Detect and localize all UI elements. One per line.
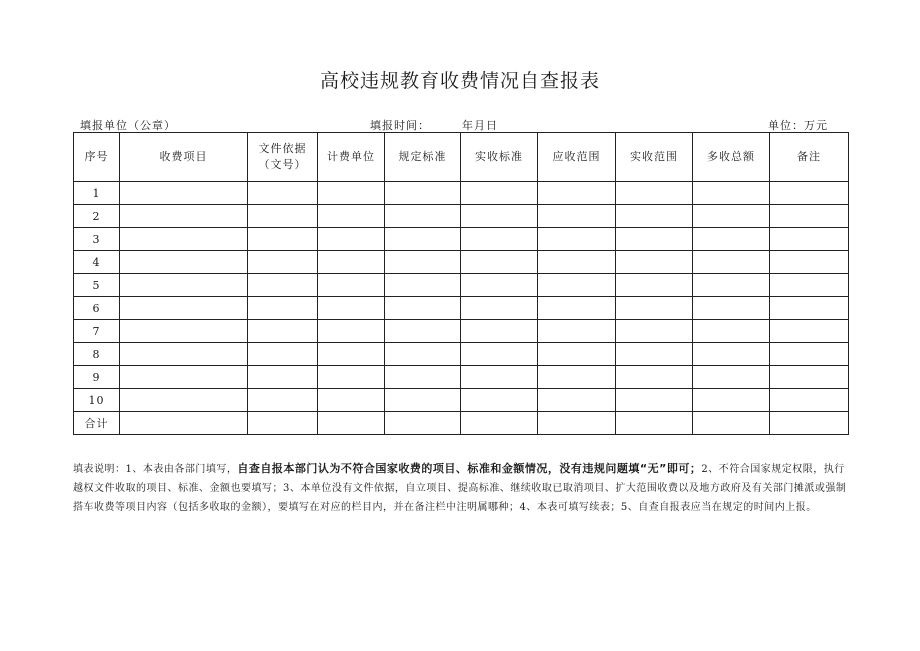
row-index: 2 xyxy=(74,205,120,228)
cell-remarks[interactable] xyxy=(770,182,849,205)
header-prescribed-standard: 规定标准 xyxy=(385,133,461,182)
table-row xyxy=(74,320,849,343)
row-index: 10 xyxy=(74,389,120,412)
filling-instructions xyxy=(73,459,849,517)
row-index: 1 xyxy=(74,182,120,205)
cell-fee-item[interactable] xyxy=(120,182,248,205)
cell-required-scope[interactable] xyxy=(538,228,616,251)
cell-remarks[interactable] xyxy=(770,274,849,297)
fee-check-table xyxy=(73,132,849,435)
cell-actual-standard[interactable] xyxy=(461,366,538,389)
table-row xyxy=(74,205,849,228)
cell-prescribed-standard[interactable] xyxy=(385,251,461,274)
cell-document-basis[interactable] xyxy=(248,412,318,435)
table-row xyxy=(74,343,849,366)
cell-overcharge-total[interactable] xyxy=(693,412,770,435)
cell-billing-unit[interactable] xyxy=(318,297,385,320)
table-row xyxy=(74,182,849,205)
cell-document-basis[interactable] xyxy=(248,205,318,228)
row-index: 3 xyxy=(74,228,120,251)
cell-fee-item[interactable] xyxy=(120,343,248,366)
cell-prescribed-standard[interactable] xyxy=(385,228,461,251)
cell-fee-item[interactable] xyxy=(120,251,248,274)
cell-prescribed-standard[interactable] xyxy=(385,297,461,320)
cell-billing-unit[interactable] xyxy=(318,251,385,274)
cell-prescribed-standard[interactable] xyxy=(385,320,461,343)
cell-actual-scope[interactable] xyxy=(616,297,693,320)
cell-remarks[interactable] xyxy=(770,251,849,274)
row-index: 7 xyxy=(74,320,120,343)
header-billing-unit: 计费单位 xyxy=(318,133,385,182)
cell-prescribed-standard[interactable] xyxy=(385,274,461,297)
table-header-row xyxy=(74,133,849,182)
cell-billing-unit[interactable] xyxy=(318,320,385,343)
cell-prescribed-standard[interactable] xyxy=(385,343,461,366)
cell-required-scope[interactable] xyxy=(538,343,616,366)
cell-required-scope[interactable] xyxy=(538,205,616,228)
header-document-basis: 文件依据 （文号） xyxy=(248,133,318,182)
cell-fee-item[interactable] xyxy=(120,389,248,412)
cell-actual-scope[interactable] xyxy=(616,389,693,412)
table-row xyxy=(74,228,849,251)
cell-billing-unit[interactable] xyxy=(318,343,385,366)
cell-prescribed-standard[interactable] xyxy=(385,412,461,435)
row-index: 6 xyxy=(74,297,120,320)
cell-required-scope[interactable] xyxy=(538,389,616,412)
table-row xyxy=(74,389,849,412)
cell-billing-unit[interactable] xyxy=(318,412,385,435)
cell-fee-item[interactable] xyxy=(120,366,248,389)
cell-document-basis[interactable] xyxy=(248,274,318,297)
cell-remarks[interactable] xyxy=(770,389,849,412)
cell-overcharge-total[interactable] xyxy=(693,251,770,274)
cell-overcharge-total[interactable] xyxy=(693,274,770,297)
cell-remarks[interactable] xyxy=(770,297,849,320)
header-actual-standard: 实收标准 xyxy=(461,133,538,182)
cell-remarks[interactable] xyxy=(770,412,849,435)
cell-document-basis[interactable] xyxy=(248,182,318,205)
cell-actual-scope[interactable] xyxy=(616,182,693,205)
cell-document-basis[interactable] xyxy=(248,389,318,412)
cell-actual-scope[interactable] xyxy=(616,274,693,297)
instructions-intro: 填表说明：1、本表由各部门填写， xyxy=(73,464,238,475)
cell-required-scope[interactable] xyxy=(538,274,616,297)
cell-remarks[interactable] xyxy=(770,205,849,228)
cell-billing-unit[interactable] xyxy=(318,366,385,389)
reporting-date-label: 年月日 xyxy=(462,119,498,132)
cell-fee-item[interactable] xyxy=(120,274,248,297)
cell-required-scope[interactable] xyxy=(538,366,616,389)
cell-remarks[interactable] xyxy=(770,343,849,366)
instructions-details: 2、不符合国家规定权限，执行越权文件收取的项目、标准、金额也要填写；3、本单位没有文件依据，自立项目、提高标准、继续收取已取消项目、扩大范围收费以及地方政府及有关部门摊派或强制搭车收费等项目内容（包括多收取的金额），要填写在对应的栏目内，并在备注栏中注明属哪种；4、本表可填写续表；5、自查自报表应当在规定的时间内上报。 xyxy=(73,464,847,513)
cell-actual-scope[interactable] xyxy=(616,343,693,366)
cell-actual-standard[interactable] xyxy=(461,389,538,412)
header-index: 序号 xyxy=(74,133,120,182)
cell-fee-item[interactable] xyxy=(120,412,248,435)
cell-prescribed-standard[interactable] xyxy=(385,366,461,389)
cell-actual-standard[interactable] xyxy=(461,205,538,228)
table-row xyxy=(74,251,849,274)
cell-remarks[interactable] xyxy=(770,366,849,389)
cell-actual-standard[interactable] xyxy=(461,274,538,297)
cell-actual-standard[interactable] xyxy=(461,251,538,274)
cell-billing-unit[interactable] xyxy=(318,389,385,412)
reporting-unit-label: 填报单位（公章） xyxy=(80,119,176,132)
row-index: 5 xyxy=(74,274,120,297)
cell-fee-item[interactable] xyxy=(120,228,248,251)
cell-overcharge-total[interactable] xyxy=(693,228,770,251)
table-row xyxy=(74,366,849,389)
header-remarks: 备注 xyxy=(770,133,849,182)
cell-billing-unit[interactable] xyxy=(318,228,385,251)
cell-billing-unit[interactable] xyxy=(318,182,385,205)
cell-remarks[interactable] xyxy=(770,320,849,343)
cell-prescribed-standard[interactable] xyxy=(385,182,461,205)
cell-required-scope[interactable] xyxy=(538,182,616,205)
cell-actual-scope[interactable] xyxy=(616,412,693,435)
cell-billing-unit[interactable] xyxy=(318,205,385,228)
total-row xyxy=(74,412,849,435)
header-actual-scope: 实收范围 xyxy=(616,133,693,182)
cell-overcharge-total[interactable] xyxy=(693,320,770,343)
cell-overcharge-total[interactable] xyxy=(693,366,770,389)
row-index: 9 xyxy=(74,366,120,389)
instructions-emphasis: 自查自报本部门认为不符合国家收费的项目、标准和金额情况，没有违规问题填“无”即可； xyxy=(237,462,702,475)
header-required-scope: 应收范围 xyxy=(538,133,616,182)
cell-overcharge-total[interactable] xyxy=(693,182,770,205)
cell-required-scope[interactable] xyxy=(538,320,616,343)
cell-required-scope[interactable] xyxy=(538,251,616,274)
cell-fee-item[interactable] xyxy=(120,297,248,320)
cell-document-basis[interactable] xyxy=(248,343,318,366)
cell-required-scope[interactable] xyxy=(538,297,616,320)
cell-document-basis[interactable] xyxy=(248,320,318,343)
cell-actual-standard[interactable] xyxy=(461,343,538,366)
cell-actual-scope[interactable] xyxy=(616,228,693,251)
cell-document-basis[interactable] xyxy=(248,228,318,251)
cell-overcharge-total[interactable] xyxy=(693,205,770,228)
cell-actual-scope[interactable] xyxy=(616,205,693,228)
cell-actual-standard[interactable] xyxy=(461,412,538,435)
cell-overcharge-total[interactable] xyxy=(693,343,770,366)
row-index: 8 xyxy=(74,343,120,366)
cell-actual-standard[interactable] xyxy=(461,320,538,343)
total-label: 合计 xyxy=(74,412,120,435)
cell-prescribed-standard[interactable] xyxy=(385,389,461,412)
cell-actual-standard[interactable] xyxy=(461,228,538,251)
cell-actual-standard[interactable] xyxy=(461,182,538,205)
cell-actual-scope[interactable] xyxy=(616,251,693,274)
cell-overcharge-total[interactable] xyxy=(693,297,770,320)
table-row xyxy=(74,274,849,297)
row-index: 4 xyxy=(74,251,120,274)
money-unit-label: 单位：万元 xyxy=(768,119,828,132)
header-overcharge-total: 多收总额 xyxy=(693,133,770,182)
cell-document-basis[interactable] xyxy=(248,251,318,274)
cell-remarks[interactable] xyxy=(770,228,849,251)
cell-document-basis[interactable] xyxy=(248,297,318,320)
cell-actual-scope[interactable] xyxy=(616,366,693,389)
cell-required-scope[interactable] xyxy=(538,412,616,435)
table-row xyxy=(74,297,849,320)
cell-fee-item[interactable] xyxy=(120,205,248,228)
header-fee-item: 收费项目 xyxy=(120,133,248,182)
cell-fee-item[interactable] xyxy=(120,320,248,343)
reporting-time-label: 填报时间： xyxy=(370,119,430,132)
cell-billing-unit[interactable] xyxy=(318,274,385,297)
page-title: 高校违规教育收费情况自查报表 xyxy=(319,70,600,92)
cell-actual-standard[interactable] xyxy=(461,297,538,320)
cell-actual-scope[interactable] xyxy=(616,320,693,343)
cell-document-basis[interactable] xyxy=(248,366,318,389)
cell-prescribed-standard[interactable] xyxy=(385,205,461,228)
cell-overcharge-total[interactable] xyxy=(693,389,770,412)
